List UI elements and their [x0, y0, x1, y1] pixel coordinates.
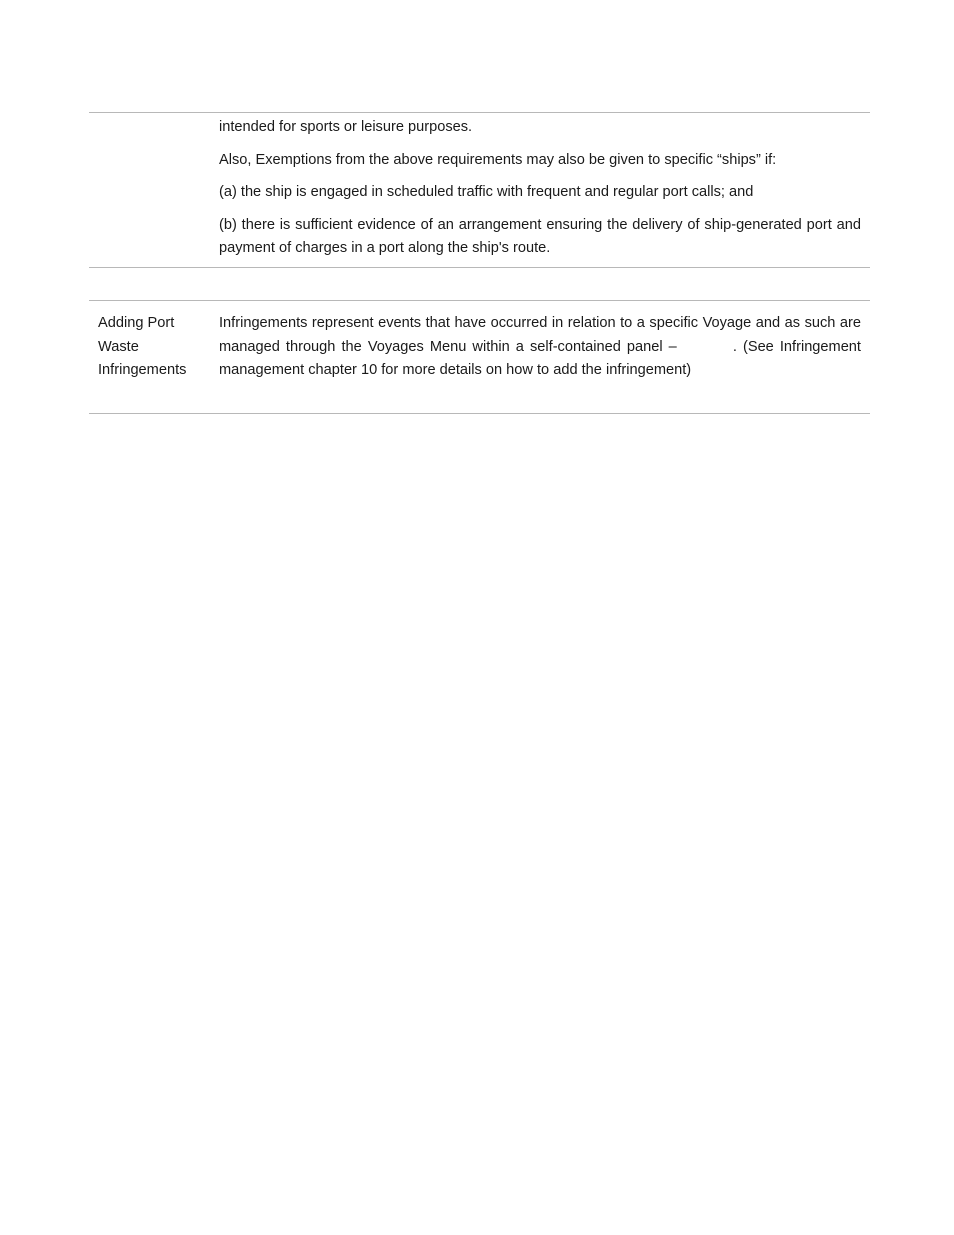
infringements-label-cell: [89, 301, 219, 413]
exemptions-paragraph-1: intended for sports or leisure purposes.: [219, 119, 473, 135]
exemptions-table-row: [89, 112, 870, 268]
exemptions-content-cell: [219, 113, 870, 267]
infringements-content-cell: [219, 301, 870, 413]
infringements-text-part-2: . (See Infringement management chapter 10 for more details on how to add the infringement): [219, 338, 861, 378]
exemptions-label-cell: [89, 113, 219, 267]
infringements-paragraph: [219, 312, 861, 383]
infringements-table-row: [89, 300, 870, 414]
infringements-label-line-1: Adding Port: [98, 315, 175, 331]
infringements-label-line-3: Infringements: [98, 362, 187, 378]
infringements-text-part-1: Infringements represent events that have occurred in relation to a specific Voyage and as such are managed through the Voyages Menu within a self-contained panel –: [219, 315, 861, 355]
exemptions-paragraph-3: (a) the ship is engaged in scheduled traffic with frequent and regular port calls; and: [219, 184, 754, 200]
exemptions-paragraph-4: (b) there is sufficient evidence of an arrangement ensuring the delivery of ship-generated port and payment of charges in a port along the ship's route.: [219, 216, 861, 256]
exemptions-paragraph-2: Also, Exemptions from the above requirements may also be given to specific “ships” if:: [219, 151, 777, 168]
infringements-label-line-2: Waste: [98, 338, 139, 355]
